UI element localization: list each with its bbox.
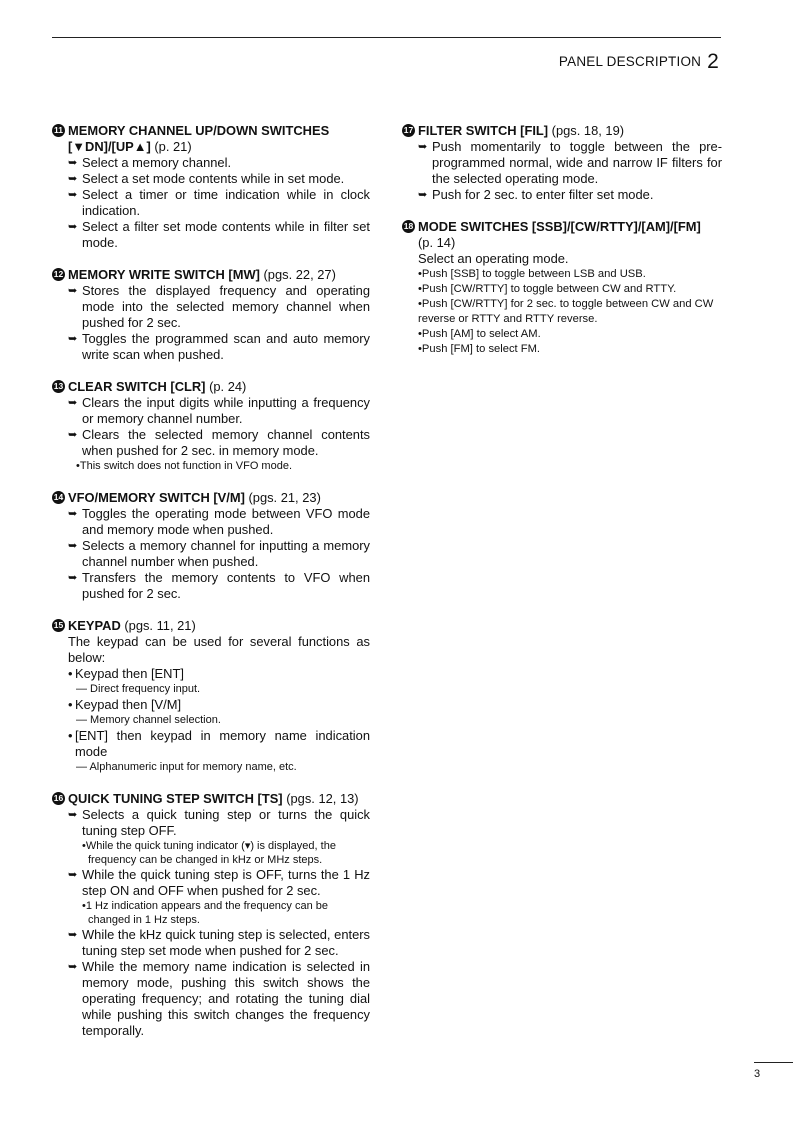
page-reference: (pgs. 12, 13) bbox=[286, 791, 359, 806]
arrow-icon: ➥ bbox=[68, 929, 78, 941]
page-reference: (pgs. 18, 19) bbox=[551, 123, 625, 138]
list-item: •Push [SSB] to toggle between LSB and USB. bbox=[418, 268, 646, 280]
list-item: • Keypad then [ENT] bbox=[68, 666, 184, 681]
section-intro: The keypad can be used for several functions as below: bbox=[68, 634, 370, 665]
page-reference: (p. 24) bbox=[209, 379, 247, 394]
list-item: ➥ Selects a quick tuning step or turns the quick tuning step OFF. bbox=[68, 807, 370, 838]
arrow-icon: ➥ bbox=[68, 572, 78, 584]
arrow-icon: ➥ bbox=[68, 809, 78, 821]
list-item: •Push [FM] to select FM. bbox=[418, 343, 541, 355]
header-title: PANEL DESCRIPTION bbox=[558, 54, 702, 69]
section-title: FILTER SWITCH [FIL] bbox=[418, 123, 549, 138]
list-item: ➥ Push for 2 sec. to enter filter set mode. bbox=[418, 187, 654, 202]
list-item: • [ENT] then keypad in memory name indication mode bbox=[68, 728, 370, 759]
list-item: •Push [CW/RTTY] for 2 sec. to toggle between CW and CW reverse or RTTY and RTTY reverse. bbox=[418, 298, 714, 325]
page-reference: (p. 21) bbox=[154, 139, 192, 154]
list-item: ➥ Stores the displayed frequency and operating mode into the selected memory channel when pushed for 2 sec. bbox=[68, 283, 370, 330]
number-badge-18: 18 bbox=[403, 221, 414, 231]
section-intro: Select an operating mode. bbox=[418, 251, 569, 266]
list-item: ➥ Clears the selected memory channel contents when pushed for 2 sec. in memory mode. bbox=[68, 427, 370, 458]
arrow-icon: ➥ bbox=[68, 540, 78, 552]
list-item: • Keypad then [V/M] bbox=[68, 697, 182, 712]
section-memory-write-switch bbox=[52, 267, 370, 363]
page-reference: (pgs. 11, 21) bbox=[124, 618, 196, 633]
chapter-number: 2 bbox=[707, 50, 719, 73]
number-badge-15: 15 bbox=[53, 620, 64, 630]
section-vfo-memory-switch bbox=[52, 490, 370, 602]
number-badge-12: 12 bbox=[53, 269, 64, 279]
list-item: ➥ While the quick tuning step is OFF, turns the 1 Hz step ON and OFF when pushed for 2 sec. bbox=[68, 867, 370, 898]
page-reference: (p. 14) bbox=[418, 235, 456, 250]
arrow-icon: ➥ bbox=[68, 508, 78, 520]
arrow-icon: ➥ bbox=[68, 189, 78, 201]
number-badge-17: 17 bbox=[403, 125, 414, 135]
list-item: ➥ While the kHz quick tuning step is selected, enters tuning step set mode when pushed for 2 sec. bbox=[68, 927, 370, 958]
arrow-icon: ➥ bbox=[68, 869, 78, 881]
section-title: MEMORY WRITE SWITCH [MW] bbox=[68, 267, 260, 282]
note: •While the quick tuning indicator (▾) is displayed, the frequency can be changed in kHz or MHz steps. bbox=[82, 840, 336, 866]
section-keypad bbox=[52, 618, 370, 775]
arrow-icon: ➥ bbox=[68, 285, 78, 297]
list-item: ➥ Selects a memory channel for inputting a memory channel number when pushed. bbox=[68, 538, 370, 569]
section-mode-switches bbox=[402, 219, 722, 357]
page-reference: (pgs. 22, 27) bbox=[263, 267, 336, 282]
sub-note: — Memory channel selection. bbox=[76, 714, 221, 726]
section-memory-channel-switches bbox=[52, 123, 370, 251]
list-item: ➥ Select a set mode contents while in set mode. bbox=[68, 171, 345, 186]
left-column bbox=[52, 123, 370, 1055]
list-item: ➥ Toggles the programmed scan and auto memory write scan when pushed. bbox=[68, 331, 370, 362]
list-item: ➥ Select a memory channel. bbox=[68, 155, 232, 170]
list-item: ➥ Push momentarily to toggle between the pre-programmed normal, wide and narrow IF filters for the selected operating mode. bbox=[418, 139, 722, 186]
header-rule bbox=[52, 37, 721, 38]
note: •1 Hz indication appears and the frequency can be changed in 1 Hz steps. bbox=[82, 900, 329, 926]
list-item: ➥ Select a filter set mode contents while in filter set mode. bbox=[68, 219, 370, 250]
number-badge-13: 13 bbox=[53, 381, 64, 391]
arrow-icon: ➥ bbox=[68, 157, 78, 169]
footer-rule bbox=[754, 1062, 793, 1063]
list-item: •Push [CW/RTTY] to toggle between CW and RTTY. bbox=[418, 283, 677, 295]
section-title: MEMORY CHANNEL UP/DOWN SWITCHES bbox=[68, 123, 330, 138]
section-title: KEYPAD bbox=[68, 618, 121, 633]
sub-note: — Alphanumeric input for memory name, etc. bbox=[76, 761, 297, 773]
section-quick-tuning-step-switch bbox=[52, 791, 370, 1039]
page-reference: (pgs. 21, 23) bbox=[248, 490, 321, 505]
arrow-icon: ➥ bbox=[68, 429, 78, 441]
list-item: •Push [AM] to select AM. bbox=[418, 328, 541, 340]
section-clear-switch bbox=[52, 379, 370, 474]
number-badge-14: 14 bbox=[53, 492, 64, 502]
arrow-icon: ➥ bbox=[418, 189, 428, 201]
arrow-icon: ➥ bbox=[68, 961, 78, 973]
number-badge-16: 16 bbox=[53, 793, 64, 803]
section-filter-switch bbox=[402, 123, 722, 203]
arrow-icon: ➥ bbox=[68, 173, 78, 185]
section-title: MODE SWITCHES [SSB]/[CW/RTTY]/[AM]/[FM] bbox=[418, 219, 701, 234]
list-item: ➥ Transfers the memory contents to VFO when pushed for 2 sec. bbox=[68, 570, 370, 601]
sub-note: — Direct frequency input. bbox=[76, 683, 201, 695]
right-column bbox=[402, 123, 722, 373]
section-title-line2: [▼DN]/[UP▲] bbox=[68, 139, 151, 154]
list-item: ➥ Clears the input digits while inputting a frequency or memory channel number. bbox=[68, 395, 370, 426]
section-title: QUICK TUNING STEP SWITCH [TS] bbox=[68, 791, 283, 806]
note: •This switch does not function in VFO mode. bbox=[76, 460, 293, 472]
arrow-icon: ➥ bbox=[68, 397, 78, 409]
arrow-icon: ➥ bbox=[68, 333, 78, 345]
list-item: ➥ Select a timer or time indication while in clock indication. bbox=[68, 187, 370, 218]
page-header bbox=[559, 48, 719, 72]
section-title: VFO/MEMORY SWITCH [V/M] bbox=[68, 490, 245, 505]
arrow-icon: ➥ bbox=[418, 141, 428, 153]
list-item: ➥ While the memory name indication is selected in memory mode, pushing this switch shows the operating frequency; and rotating the tuning dial while pushing this switch changes the frequency temporally. bbox=[68, 959, 370, 1038]
arrow-icon: ➥ bbox=[68, 221, 78, 233]
section-title: CLEAR SWITCH [CLR] bbox=[68, 379, 206, 394]
page-number: 3 bbox=[754, 1068, 761, 1080]
list-item: ➥ Toggles the operating mode between VFO mode and memory mode when pushed. bbox=[68, 506, 370, 537]
number-badge-11: 11 bbox=[54, 125, 63, 135]
